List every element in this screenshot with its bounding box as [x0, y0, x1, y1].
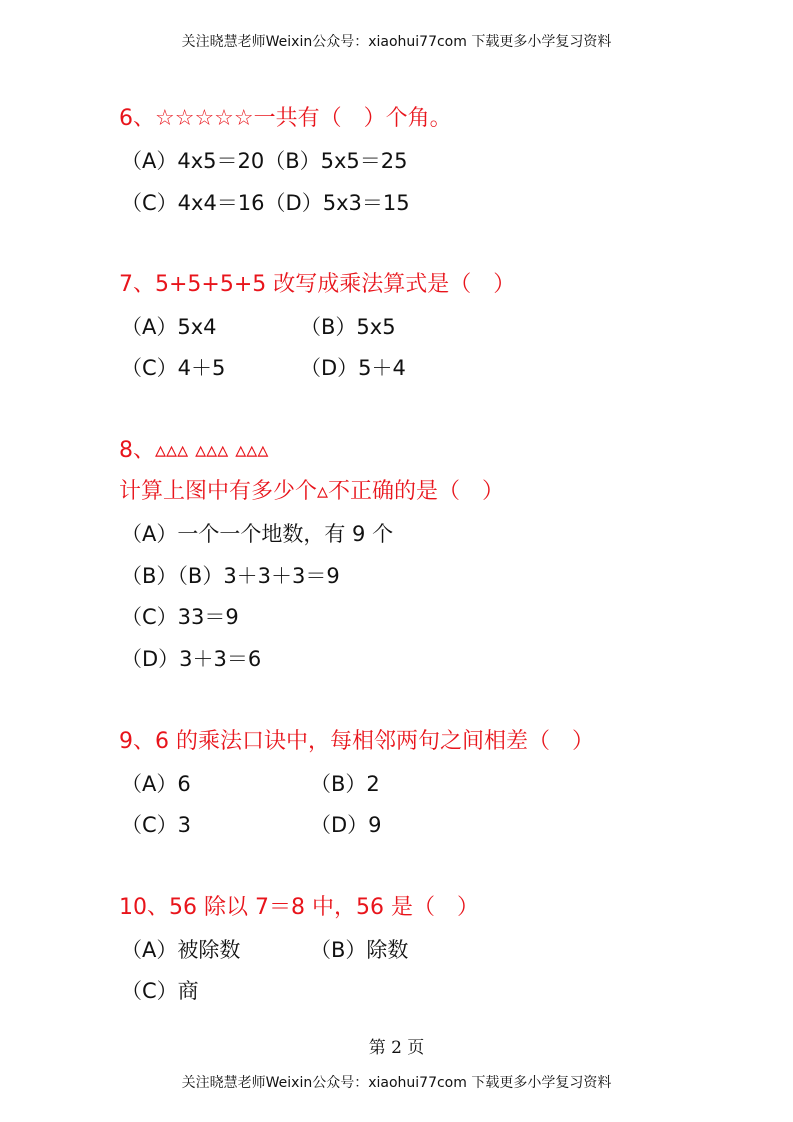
- question-7-stem: 7、5+5+5+5 改写成乘法算式是（ ）: [119, 272, 516, 297]
- question-8-option-b: （B）（B）3＋3＋3＝9: [121, 564, 340, 588]
- question-6-options-row-2: （C）4x4＝16（D）5x3＝15: [121, 191, 410, 215]
- question-8-option-a: （A）一个一个地数，有 9 个: [121, 522, 394, 546]
- question-10-option-a: （A）被除数: [121, 938, 241, 962]
- page-header: 关注晓慧老师Weixin公众号：xiaohui77com 下载更多小学复习资料: [181, 34, 612, 50]
- question-6-stem: 6、☆☆☆☆☆一共有（ ）个角。: [119, 106, 452, 131]
- question-9-option-d: （D）9: [310, 813, 382, 837]
- question-8-stem: 8、▵▵▵ ▵▵▵ ▵▵▵: [119, 438, 269, 463]
- question-7-option-a: （A）5x4: [121, 315, 217, 339]
- question-8-option-d: （D）3＋3＝6: [121, 647, 262, 671]
- question-7-option-d: （D）5＋4: [300, 356, 406, 380]
- question-9-option-b: （B）2: [310, 772, 380, 796]
- question-10-option-c: （C）商: [121, 979, 199, 1003]
- question-10-option-b: （B）除数: [310, 938, 409, 962]
- question-10-stem: 10、56 除以 7＝8 中，56 是（ ）: [119, 895, 479, 920]
- question-9-stem: 9、6 的乘法口诀中，每相邻两句之间相差（ ）: [119, 729, 594, 754]
- question-9-option-a: （A）6: [121, 772, 191, 796]
- page-footer: 关注晓慧老师Weixin公众号：xiaohui77com 下载更多小学复习资料: [181, 1075, 612, 1091]
- question-8-stem-line-2: 计算上图中有多少个▵不正确的是（ ）: [119, 479, 505, 504]
- question-7-option-c: （C）4＋5: [121, 356, 226, 380]
- question-9-option-c: （C）3: [121, 813, 192, 837]
- question-6-options-row-1: （A）4x5＝20（B）5x5＝25: [121, 149, 408, 173]
- question-7-option-b: （B）5x5: [300, 315, 396, 339]
- page-number: 第 2 页: [368, 1038, 425, 1058]
- question-8-option-c: （C）33＝9: [121, 605, 239, 629]
